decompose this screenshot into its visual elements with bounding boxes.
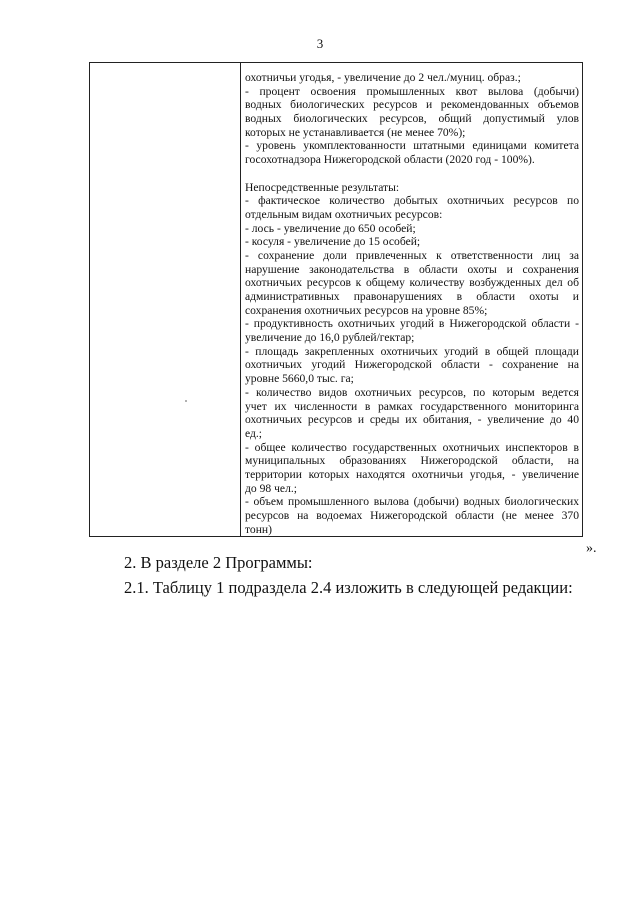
table-text-line: - фактическое количество добытых охотничьих ресурсов по <box>245 194 579 208</box>
table-text-line: - сохранение доли привлеченных к ответственности лиц за <box>245 248 579 262</box>
table-text-line: - косуля - увеличение до 15 особей; <box>245 235 421 249</box>
closing-quote: ». <box>586 541 597 556</box>
table-text-line: отдельным видам охотничьих ресурсов: <box>245 207 443 221</box>
table-text-line: охотничьих ресурсов и среды их обитания, - увеличение до 40 <box>245 413 579 427</box>
blank-line <box>245 167 579 181</box>
table-text-line: - уровень укомплектованности штатными единицами комитета <box>245 139 579 153</box>
program-table <box>89 62 583 537</box>
table-text-line: - продуктивность охотничьих угодий в Нижегородской области - <box>245 317 579 331</box>
table-text-line: административных правонарушениях в области охоты и <box>245 290 579 303</box>
table-text-line: увеличение до 16,0 рублей/гектар; <box>245 331 415 345</box>
table-text-line: охотничьих угодий Нижегородской области - сохранение на <box>245 358 579 372</box>
table-text-line: водных биологических ресурсов и рекомендованных объемов <box>245 98 579 112</box>
table-text-line: - объем промышленного вылова (добычи) водных биологических <box>245 495 579 509</box>
paragraph-section-2: 2. В разделе 2 Программы: <box>124 553 313 572</box>
paragraph-table-1-edit: 2.1. Таблицу 1 подраздела 2.4 изложить в следующей редакции: <box>124 578 573 597</box>
table-text-line: уровне 5660,0 тыс. га; <box>245 372 354 386</box>
table-text-line: - лось - увеличение до 650 особей; <box>245 221 416 235</box>
table-text-line: водных биологических ресурсов, общий допустимый улов <box>245 112 579 126</box>
table-text-line: учет их численности в рамках государственного мониторинга <box>245 399 579 413</box>
table-text-line: которых не устанавливается (не менее 70%); <box>245 125 466 139</box>
table-text-line: территории которых находятся охотничьи угодья, - увеличение <box>245 467 579 481</box>
table-text-line: до 98 чел.; <box>245 481 297 495</box>
table-text-line: нарушение законодательства в области охоты и сохранения <box>245 262 579 276</box>
table-text-line: госохотнадзора Нижегородской области (2020 год - 100%). <box>245 153 535 167</box>
page-number: 3 <box>316 36 324 51</box>
table-text-line: Непосредственные результаты: <box>245 180 400 194</box>
table-right-cell <box>241 63 582 536</box>
table-text-line: муниципальных образованиях Нижегородской области, на <box>245 454 579 468</box>
table-text-line: - количество видов охотничьих ресурсов, по которым ведется <box>245 385 579 399</box>
table-text-line: тонн) <box>245 522 272 536</box>
table-text-line: - общее количество государственных охотничьих инспекторов в <box>245 440 579 454</box>
table-text-line: охотничьих ресурсов к общему количеству возбужденных дел об <box>245 276 579 290</box>
table-text-line: ед.; <box>245 426 263 440</box>
table-text-line: ресурсов на водоемах Нижегородской области (не менее 370 <box>245 509 579 522</box>
table-text-line: охотничьи угодья, - увеличение до 2 чел./муниц. образ.; <box>245 71 521 84</box>
scan-speck <box>185 400 187 402</box>
table-left-cell <box>90 63 241 536</box>
table-text-line: сохранения охотничьих ресурсов на уровне 85%; <box>245 303 488 317</box>
table-text-line: - процент освоения промышленных квот вылова (добычи) <box>245 84 579 98</box>
table-text-line: - площадь закрепленных охотничьих угодий в общей площади <box>245 344 579 358</box>
